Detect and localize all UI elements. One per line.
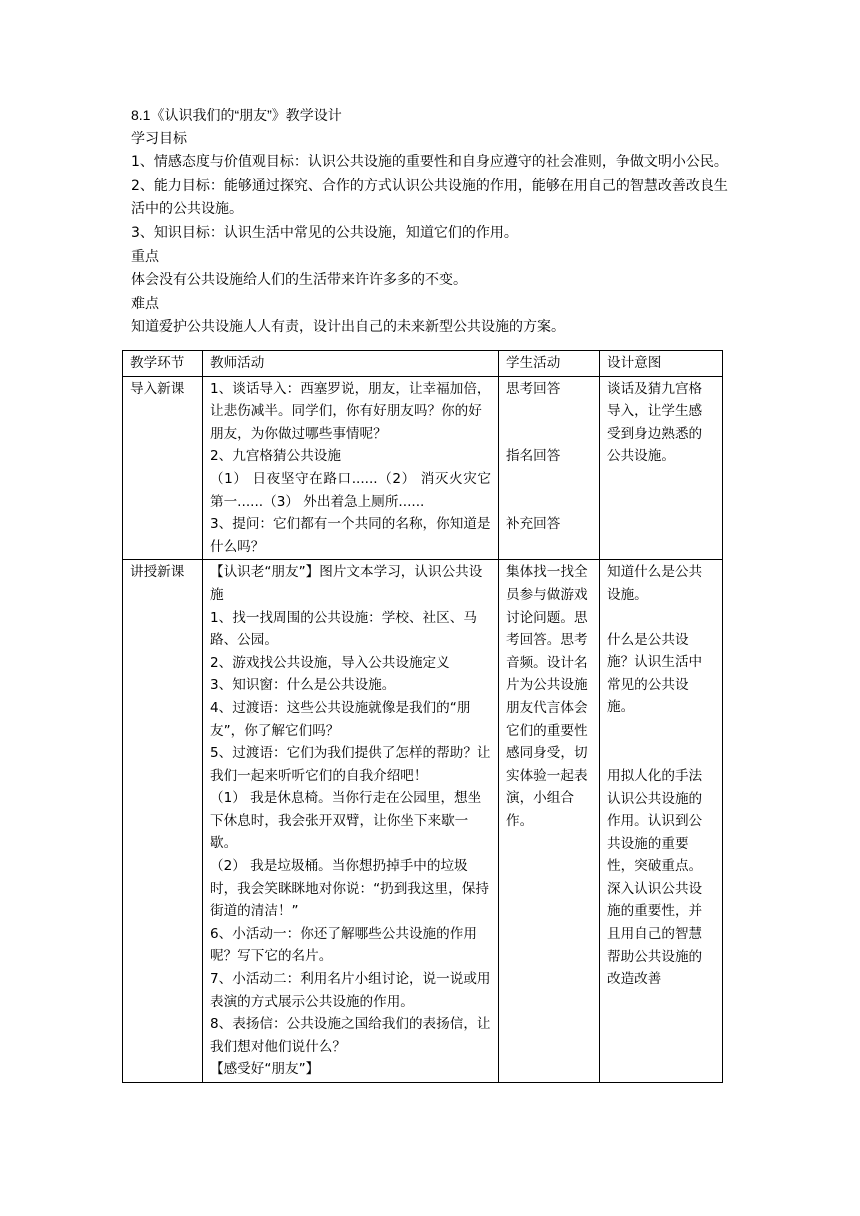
key-point-text: 体会没有公共设施给人们的生活带来许许多多的不变。 <box>131 272 467 289</box>
row2-teacher-item-7: （1） 我是休息椅。当你行走在公园里，想坐下休息时，我会张开双臂，让你坐下来歇一歇。 <box>210 790 482 852</box>
header-teacher-activity: 教师活动 <box>203 351 499 377</box>
row1-design-intent: 谈话及猜九宫格导入，让学生感受到身边熟悉的公共设施。 <box>600 376 723 560</box>
row2-intent-item-2: 什么是公共设施？认识生活中常见的公共设施。 <box>607 631 703 716</box>
row1-stage: 导入新课 <box>123 376 203 560</box>
objective-3: 3、知识目标：认识生活中常见的公共设施，知道它们的作用。 <box>131 224 518 241</box>
row2-teacher-item-5: 4、过渡语：这些公共设施就像是我们的“朋友”，你了解它们吗？ <box>210 699 471 739</box>
header-student-activity: 学生活动 <box>499 351 600 377</box>
row1-teacher-item-4: 3、提问：它们都有一个共同的名称，你知道是什么吗？ <box>210 516 491 555</box>
document-header <box>131 104 731 340</box>
row2-design-intent <box>600 560 723 1083</box>
table-header-row <box>123 351 723 377</box>
row1-teacher-activity <box>203 376 499 560</box>
row2-intent-item-3: 用拟人化的手法认识公共设施的作用。认识到公共设施的重要性，突破重点。深入认识公共设施的重要性，并且用自己的智慧帮助公共设施的改造改善 <box>607 767 703 988</box>
row1-student-item-1: 思考回答 <box>506 380 561 397</box>
row1-student-item-3: 补充回答 <box>506 515 561 532</box>
row2-teacher-item-9: 6、小活动一：你还了解哪些公共设施的作用呢？写下它的名片。 <box>210 925 477 965</box>
row2-intent-item-1: 知道什么是公共设施。 <box>607 564 703 603</box>
key-point-heading: 重点 <box>131 248 159 265</box>
row1-teacher-item-2: 2、九宫格猜公共设施 <box>210 448 341 465</box>
lesson-plan-table <box>122 350 723 1083</box>
row1-teacher-item-3: （1） 日夜坚守在路口......（2） 消灭火灾它第一......（3） 外出着急上厕所...... <box>210 470 491 510</box>
row2-teacher-item-10: 7、小活动二：利用名片小组讨论，说一说或用表演的方式展示公共设施的作用。 <box>210 971 491 1010</box>
row1-teacher-item-1: 1、谈话导入：西塞罗说，朋友，让幸福加倍，让悲伤减半。同学们，你有好朋友吗？你的好朋友，为你做过哪些事情呢？ <box>210 380 491 442</box>
row1-student-item-2: 指名回答 <box>506 448 561 465</box>
row2-teacher-item-3: 2、游戏找公共设施，导入公共设施定义 <box>210 654 450 671</box>
objective-2: 2、能力目标：能够通过探究、合作的方式认识公共设施的作用，能够在用自己的智慧改善改良生活中的公共设施。 <box>131 177 728 218</box>
difficulty-heading: 难点 <box>131 295 159 312</box>
row2-teacher-activity <box>203 560 499 1083</box>
row2-teacher-item-1: 【认识老“朋友”】图片文本学习，认识公共设施 <box>210 564 483 603</box>
header-design-intent: 设计意图 <box>600 351 723 377</box>
row2-teacher-item-12: 【感受好“朋友”】 <box>210 1061 320 1078</box>
header-stage: 教学环节 <box>123 351 203 377</box>
objective-1: 1、情感态度与价值观目标：认识公共设施的重要性和自身应遵守的社会准则，争做文明小公民。 <box>131 154 728 171</box>
row2-teacher-item-2: 1、找一找周围的公共设施：学校、社区、马路、公园。 <box>210 609 477 649</box>
table-row <box>123 376 723 560</box>
row2-student-activity: 集体找一找全员参与做游戏讨论问题。思考回答。思考音频。设计名片为公共设施朋友代言体会它们的重要性感同身受，切实体验一起表演，小组合作。 <box>499 560 600 1083</box>
difficulty-text: 知道爱护公共设施人人有责，设计出自己的未来新型公共设施的方案。 <box>131 319 565 336</box>
row1-student-activity <box>499 376 600 560</box>
document-title: 8.1《认识我们的“朋友”》教学设计 <box>131 107 342 123</box>
objectives-heading: 学习目标 <box>131 130 187 147</box>
table-row <box>123 560 723 1083</box>
row2-stage: 讲授新课 <box>123 560 203 1083</box>
row2-teacher-item-6: 5、过渡语：它们为我们提供了怎样的帮助？让我们一起来听听它们的自我介绍吧！ <box>210 745 491 784</box>
row2-teacher-item-11: 8、表扬信：公共设施之国给我们的表扬信，让我们想对他们说什么？ <box>210 1016 491 1055</box>
row2-teacher-item-4: 3、知识窗：什么是公共设施。 <box>210 677 396 694</box>
row2-teacher-item-8: （2） 我是垃圾桶。当你想扔掉手中的垃圾时，我会笑眯眯地对你说：“扔到我这里，保持街道的清洁！” <box>210 858 489 920</box>
